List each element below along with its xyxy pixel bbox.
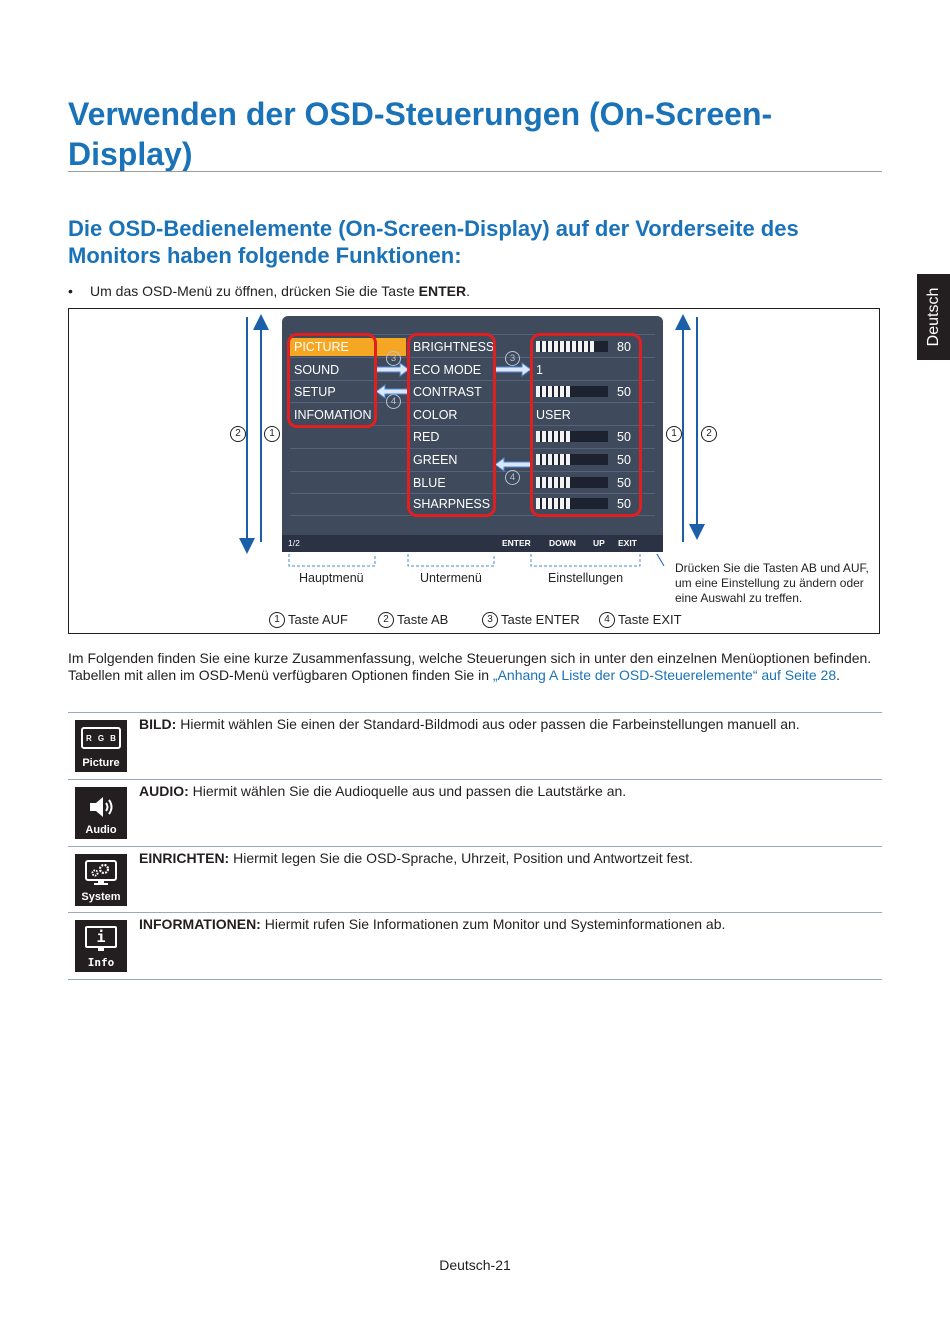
- summary-text: Im Folgenden finden Sie eine kurze Zusammenfassung, welche Steuerungen sich in unter den einzelnen Menüoptionen befinden. Tabellen mit allen im OSD-Menü verfügbaren Optionen finden Sie in: [68, 650, 872, 683]
- bullet-dot: •: [68, 283, 73, 299]
- feature-divider: [68, 979, 882, 980]
- picture-icon: [75, 720, 127, 772]
- bullet-text-prefix: Um das OSD-Menü zu öffnen, drücken Sie die Taste: [90, 283, 419, 299]
- bullet-item: [68, 282, 470, 300]
- summary-paragraph: [68, 650, 878, 684]
- legend-up-key: [269, 612, 348, 629]
- osd-footer-enter: ENTER: [502, 538, 531, 548]
- system-icon-label: System: [81, 891, 121, 903]
- rgb-letter-g: G: [97, 733, 105, 743]
- osd-page-indicator: 1/2: [288, 538, 300, 548]
- osd-footer-exit: EXIT: [618, 538, 637, 548]
- language-side-tab-label: Deutsch: [924, 287, 942, 347]
- osd-marker-3: 3: [386, 351, 401, 366]
- rgb-letter-b: B: [110, 733, 116, 743]
- language-side-tab: [917, 274, 950, 360]
- osd-main-item-picture[interactable]: PICTURE: [294, 340, 349, 354]
- legend-label: Taste AUF: [288, 612, 348, 627]
- osd-marker-3: 3: [505, 351, 520, 366]
- caption-main-menu: Hauptmenü: [299, 571, 364, 585]
- enter-arrow-main-to-sub: [376, 363, 409, 376]
- feature-description: Hiermit rufen Sie Informationen zum Monitor und Systeminformationen ab.: [260, 916, 726, 932]
- osd-sub-item-blue[interactable]: BLUE: [413, 476, 446, 490]
- osd-sub-item-brightness[interactable]: BRIGHTNESS: [413, 340, 495, 354]
- osd-value-red: 50: [617, 430, 631, 444]
- feature-title: AUDIO:: [139, 783, 189, 799]
- legend-number: 2: [378, 612, 394, 628]
- legend-enter-key: [482, 612, 580, 629]
- exit-arrow-settings-to-sub: [495, 458, 531, 471]
- adjust-note: Drücken Sie die Tasten AB und AUF, um eine Einstellung zu ändern oder eine Auswahl zu treffen.: [675, 561, 869, 605]
- rgb-letter-r: R: [86, 733, 92, 743]
- system-icon: [75, 854, 127, 906]
- legend-label: Taste ENTER: [501, 612, 580, 627]
- osd-sub-item-red[interactable]: RED: [413, 430, 440, 444]
- settings-highlight-box: [530, 333, 642, 517]
- bracket-sub: [408, 554, 494, 566]
- legend-down-key: [378, 612, 448, 629]
- caption-settings: Einstellungen: [548, 571, 624, 585]
- osd-value-brightness: 80: [617, 340, 631, 354]
- osd-marker-4: 4: [386, 394, 401, 409]
- main-menu-highlight-box: [287, 333, 377, 428]
- osd-footer-down: DOWN: [549, 538, 576, 548]
- bracket-main: [289, 554, 375, 566]
- marker-2-left: 2: [230, 426, 246, 442]
- caption-brackets: [282, 554, 682, 570]
- legend-label: Taste AB: [397, 612, 449, 627]
- osd-sub-item-sharpness[interactable]: SHARPNESS: [413, 497, 491, 511]
- osd-sub-item-color[interactable]: COLOR: [413, 408, 458, 422]
- bullet-text-suffix: .: [466, 283, 470, 299]
- legend-number: 3: [482, 612, 498, 628]
- osd-main-item-setup[interactable]: SETUP: [294, 385, 336, 399]
- feature-divider: [68, 846, 882, 847]
- info-icon-label: Info: [87, 956, 115, 969]
- osd-main-item-sound[interactable]: SOUND: [294, 363, 340, 377]
- osd-value-sharpness: 50: [617, 497, 631, 511]
- note-pointer-line: [637, 554, 664, 566]
- osd-sub-item-eco-mode[interactable]: ECO MODE: [413, 363, 482, 377]
- feature-description: Hiermit wählen Sie die Audioquelle aus und passen die Lautstärke an.: [188, 783, 627, 799]
- legend-label: Taste EXIT: [618, 612, 682, 627]
- legend-exit-key: [599, 612, 682, 629]
- sub-menu-highlight-box: [407, 333, 496, 517]
- osd-value-blue: 50: [617, 476, 631, 490]
- page-title: Verwenden der OSD-Steuerungen (On-Screen-Display): [68, 96, 773, 172]
- feature-text-picture: [139, 715, 800, 733]
- marker-1-left: 1: [264, 426, 280, 442]
- info-screen-icon: i: [85, 926, 117, 948]
- picture-icon-label: Picture: [82, 757, 120, 769]
- bullet-text-bold: ENTER: [418, 283, 467, 299]
- osd-value-contrast: 50: [617, 385, 631, 399]
- feature-divider: [68, 779, 882, 780]
- monitor-gear-icon: [84, 859, 118, 887]
- feature-title: INFORMATIONEN:: [139, 916, 261, 932]
- exit-arrow-sub-to-main: [376, 385, 409, 398]
- caption-sub-menu: Untermenü: [420, 571, 482, 585]
- info-stand: [98, 948, 104, 951]
- feature-title: EINRICHTEN:: [139, 850, 230, 866]
- osd-value-eco-mode: 1: [536, 363, 543, 377]
- osd-value-color: USER: [536, 408, 571, 422]
- title-divider: [68, 171, 882, 172]
- info-icon: [75, 920, 127, 972]
- osd-footer-up: UP: [593, 538, 605, 548]
- appendix-link[interactable]: „Anhang A Liste der OSD-Steuerelemente“ auf Seite 28: [492, 667, 837, 683]
- feature-text-audio: [139, 782, 626, 800]
- feature-description: Hiermit legen Sie die OSD-Sprache, Uhrzeit, Position und Antwortzeit fest.: [229, 850, 693, 866]
- osd-sub-item-contrast[interactable]: CONTRAST: [413, 385, 482, 399]
- osd-sub-item-green[interactable]: GREEN: [413, 453, 458, 467]
- legend-number: 4: [599, 612, 615, 628]
- feature-description: Hiermit wählen Sie einen der Standard-Bildmodi aus oder passen die Farbeinstellungen manuell an.: [176, 716, 800, 732]
- feature-text-system: [139, 849, 693, 867]
- section-subtitle: Die OSD-Bedienelemente (On-Screen-Display) auf der Vorderseite des Monitors haben folgende Funktionen:: [68, 216, 799, 268]
- audio-icon-label: Audio: [85, 824, 117, 836]
- osd-main-item-information[interactable]: INFOMATION: [294, 408, 372, 422]
- marker-2-right: 2: [701, 426, 717, 442]
- osd-value-green: 50: [617, 453, 631, 467]
- legend-number: 1: [269, 612, 285, 628]
- osd-marker-4: 4: [505, 470, 520, 485]
- page-number: Deutsch-21: [439, 1257, 511, 1273]
- feature-title: BILD:: [139, 716, 177, 732]
- audio-icon: [75, 787, 127, 839]
- speaker-icon: [87, 795, 117, 819]
- feature-text-info: [139, 915, 725, 933]
- marker-1-right: 1: [666, 426, 682, 442]
- summary-end: .: [836, 667, 841, 683]
- enter-arrow-sub-to-settings: [495, 363, 531, 376]
- bracket-settings: [531, 554, 640, 566]
- feature-divider: [68, 912, 882, 913]
- feature-divider: [68, 712, 882, 713]
- rgb-screen-icon: [81, 727, 121, 749]
